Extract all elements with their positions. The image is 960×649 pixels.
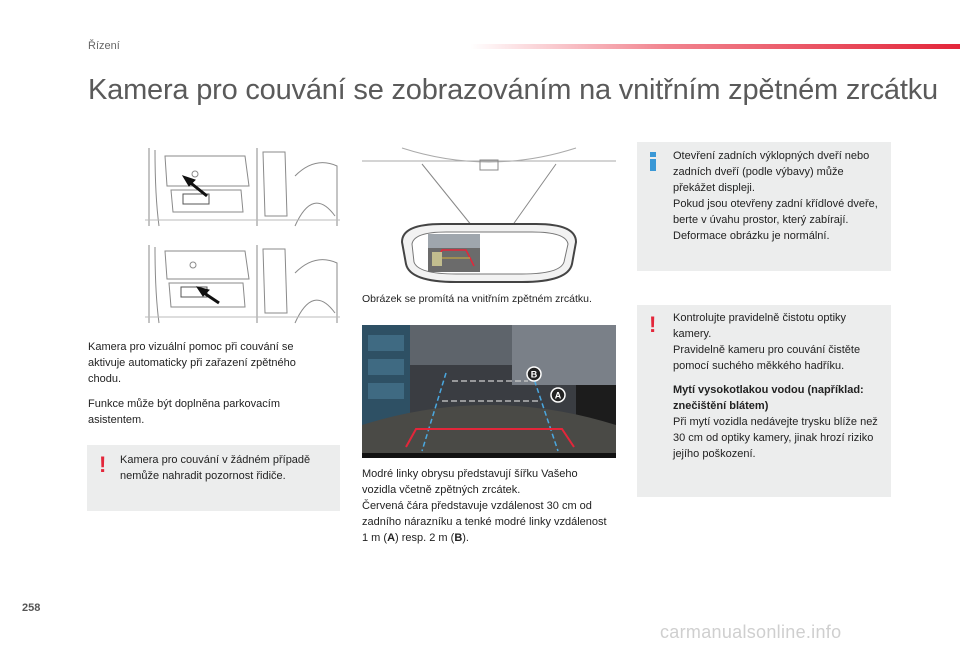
cleaning-text [673,310,885,462]
rear-camera-view-image [362,325,616,458]
desc-text-mid: ) resp. 2 m ( [395,532,455,544]
page-title: Kamera pro couvání se zobrazováním na vnitřním zpětném zrcátku [88,74,938,106]
warning-box-driver [87,445,340,511]
desc-text-end: ). [462,532,469,544]
camera-label-b: B [530,369,538,380]
high-pressure-heading: Mytí vysokotlakou vodou (například: znečištění blátem) [673,384,864,412]
guide-lines-text-1: Modré linky obrysu představují šířku Vašeho vozidla včetně zpětných zrcátek. [362,468,578,496]
section-label: Řízení [88,40,120,52]
info-icon [650,152,656,171]
page-number: 258 [22,602,41,614]
guide-lines-description [362,466,612,546]
desc-label-b: B [454,532,463,544]
parking-assist-paragraph: Funkce může být doplněna parkovacím asistentem. [88,398,280,426]
header-accent-line [470,44,960,49]
desc-text-pre: Červená čára představuje vzdálenost 30 cm od zadního nárazníku a tenké modré linky vzdálenost 1 m ( [362,500,607,544]
desc-label-a: A [387,532,396,544]
warning-text: Kamera pro couvání v žádném případě nemůže nahradit pozornost řidiče. [120,454,311,482]
watermark: carmanualsonline.info [660,622,842,642]
vehicle-rear-illustration-bottom [145,243,340,325]
warning-exclamation-icon: ! [649,312,657,337]
mirror-caption: Obrázek se promítá na vnitřním zpětném zrcátku. [362,293,592,305]
info-text-2: Pokud jsou otevřeny zadní křídlové dveře, berte v úvahu prostor, který zabírají. [673,198,878,226]
guide-lines-text-2 [362,498,612,546]
rearview-mirror-illustration [362,146,616,284]
cleaning-text-3: Při mytí vozidla nedávejte trysku blíže než 30 cm od optiky kamery, jinak hrozí riziko jejího poškození. [673,416,878,460]
intro-paragraph: Kamera pro vizuální pomoc při couvání se aktivuje automaticky při zařazení zpětného chodu. [88,341,296,385]
info-box-doors [637,142,891,271]
cleaning-text-2: Pravidelně kameru pro couvání čistěte pomocí suchého měkkého hadříku. [673,344,861,372]
camera-label-a: A [554,390,562,401]
info-text-1: Otevření zadních výklopných dveří nebo zadních dveří (podle výbavy) může překážet displeji. [673,150,870,194]
info-text [673,148,885,244]
warning-exclamation-icon: ! [99,452,107,477]
info-text-3: Deformace obrázku je normální. [673,230,830,242]
vehicle-rear-illustration-top [145,146,340,228]
cleaning-text-1: Kontrolujte pravidelně čistotu optiky kamery. [673,312,847,340]
warning-box-cleaning [637,305,891,497]
